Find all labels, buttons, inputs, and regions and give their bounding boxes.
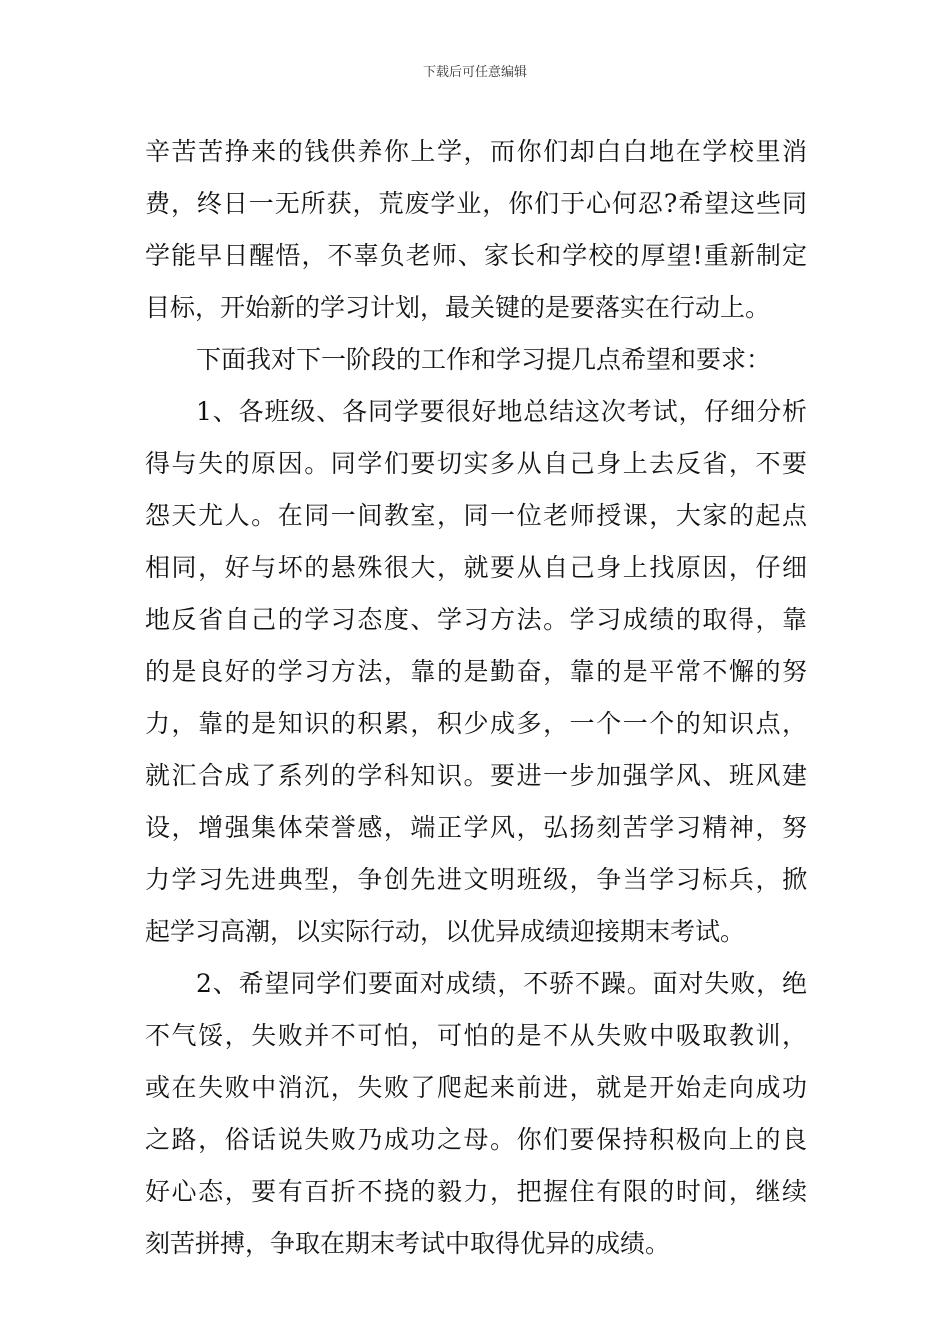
paragraph-line: 怨天尤人。在同一间教室，同一位老师授课，大家的起点 [145,501,807,530]
paragraph-line: 费，终日一无所获，荒废学业，你们于心何忍?希望这些同 [145,189,807,218]
paragraph-line: 设，增强集体荣誉感，端正学风，弘扬刻苦学习精神，努 [145,813,807,842]
paragraph-line: 就汇合成了系列的学科知识。要进一步加强学风、班风建 [145,761,807,790]
paragraph-line: 之路，俗话说失败乃成功之母。你们要保持积极向上的良 [145,1125,807,1154]
paragraph-closing-exhortation [145,126,807,334]
paragraph-line: 1、各班级、各同学要很好地总结这次考试，仔细分析 [196,397,807,426]
paragraph-line: 力学习先进典型，争创先进文明班级，争当学习标兵，掀 [145,865,807,894]
paragraph-line: 不气馁，失败并不可怕，可怕的是不从失败中吸取教训， [145,1021,807,1050]
paragraph-point-1 [145,386,807,958]
paragraph-line: 得与失的原因。同学们要切实多从自己身上去反省，不要 [145,449,807,478]
paragraph-line: 地反省自己的学习态度、学习方法。学习成绩的取得，靠 [145,605,807,634]
paragraph-line: 2、希望同学们要面对成绩，不骄不躁。面对失败，绝 [196,969,807,998]
paragraph-line: 辛苦苦挣来的钱供养你上学，而你们却白白地在学校里消 [145,137,807,166]
paragraph-line: 下面我对下一阶段的工作和学习提几点希望和要求： [196,345,772,374]
paragraph-line: 刻苦拼搏，争取在期末考试中取得优异的成绩。 [145,1229,671,1258]
paragraph-line: 目标，开始新的学习计划，最关键的是要落实在行动上。 [145,293,771,322]
paragraph-line: 或在失败中消沉，失败了爬起来前进，就是开始走向成功 [145,1073,807,1102]
paragraph-line: 起学习高潮，以实际行动，以优异成绩迎接期末考试。 [145,917,746,946]
paragraph-point-2 [145,958,807,1270]
paragraph-line: 学能早日醒悟，不辜负老师、家长和学校的厚望!重新制定 [145,241,807,270]
page-header: 下载后可任意编辑 [422,65,527,80]
paragraph-line: 的是良好的学习方法，靠的是勤奋，靠的是平常不懈的努 [145,657,807,686]
document-body [145,126,807,1270]
paragraph-line: 好心态，要有百折不挠的毅力，把握住有限的时间，继续 [145,1177,807,1206]
paragraph-line: 力，靠的是知识的积累，积少成多，一个一个的知识点， [145,709,807,738]
paragraph-line: 相同，好与坏的悬殊很大，就要从自己身上找原因，仔细 [145,553,807,582]
paragraph-intro-requirements [145,334,807,386]
